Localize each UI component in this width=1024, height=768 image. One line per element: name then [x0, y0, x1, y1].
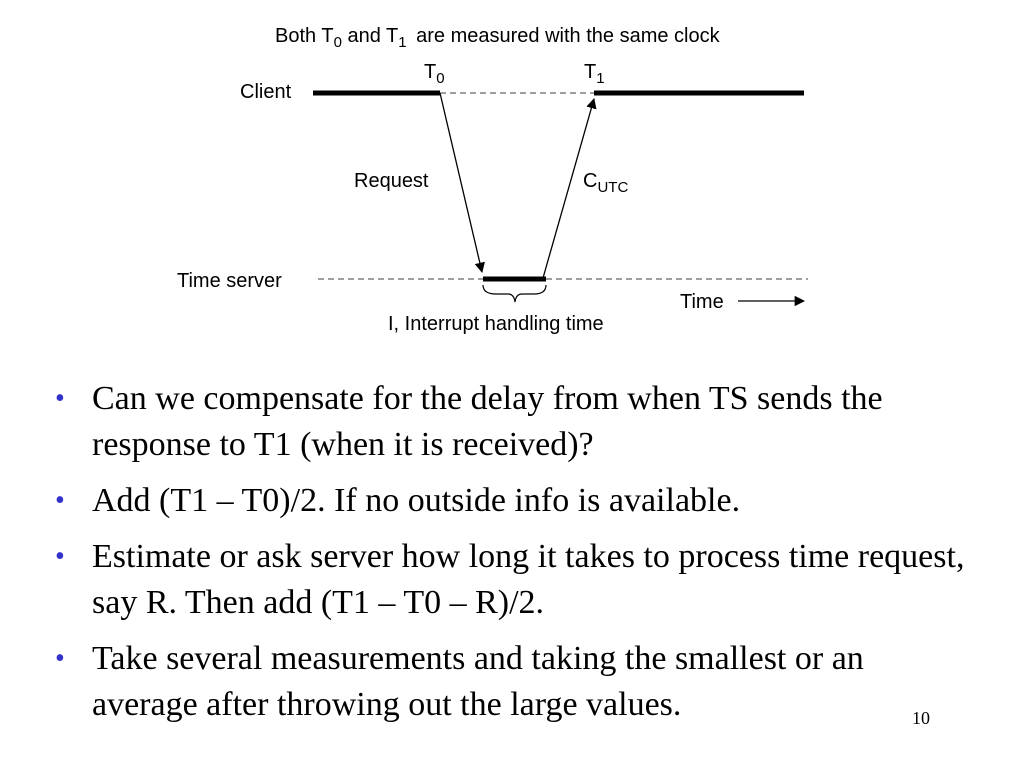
cutc-label — [583, 170, 628, 196]
cutc-subscript: UTC — [597, 179, 629, 196]
time-label: Time — [680, 291, 724, 313]
bullet-text: Take several measurements and taking the smallest or an average after throwing out the large values. — [92, 640, 864, 723]
clock-sync-diagram — [0, 0, 1024, 350]
caption-sub-1: 1 — [398, 34, 407, 51]
t1-label — [584, 61, 605, 87]
interrupt-brace — [483, 285, 546, 302]
caption-part: and T — [341, 25, 399, 47]
bullet-dot-icon: • — [55, 643, 65, 674]
request-arrow — [440, 93, 482, 272]
t0-label — [424, 61, 445, 87]
bullet-text: Add (T1 – T0)/2. If no outside info is available. — [92, 482, 741, 519]
bullet-dot-icon: • — [55, 383, 65, 414]
request-label: Request — [354, 170, 429, 192]
bullet-dot-icon: • — [55, 541, 65, 572]
t1-letter: T — [584, 61, 597, 83]
cutc-letter: C — [583, 170, 598, 192]
interrupt-label: I, Interrupt handling time — [388, 313, 604, 335]
diagram-caption — [275, 25, 721, 51]
bullet-list — [55, 376, 975, 738]
time-server-label: Time server — [177, 270, 282, 292]
t0-subscript: 0 — [436, 70, 445, 87]
bullet-text: Can we compensate for the delay from when TS sends the response to T1 (when it is received)? — [92, 380, 883, 463]
t1-subscript: 1 — [596, 70, 605, 87]
bullet-text: Estimate or ask server how long it takes to process time request, say R. Then add (T1 – T0 – R)/2. — [92, 538, 965, 621]
bullet-item — [55, 376, 975, 468]
caption-part: Both T — [275, 25, 334, 47]
slide-page-number: 10 — [912, 708, 930, 728]
caption-sub-0: 0 — [333, 34, 342, 51]
bullet-item — [55, 534, 975, 626]
bullet-item — [55, 478, 975, 524]
caption-part: are measured with the same clock — [410, 25, 720, 47]
client-label: Client — [240, 81, 292, 103]
t0-letter: T — [424, 61, 437, 83]
bullet-item — [55, 636, 975, 728]
bullet-dot-icon: • — [55, 485, 65, 516]
